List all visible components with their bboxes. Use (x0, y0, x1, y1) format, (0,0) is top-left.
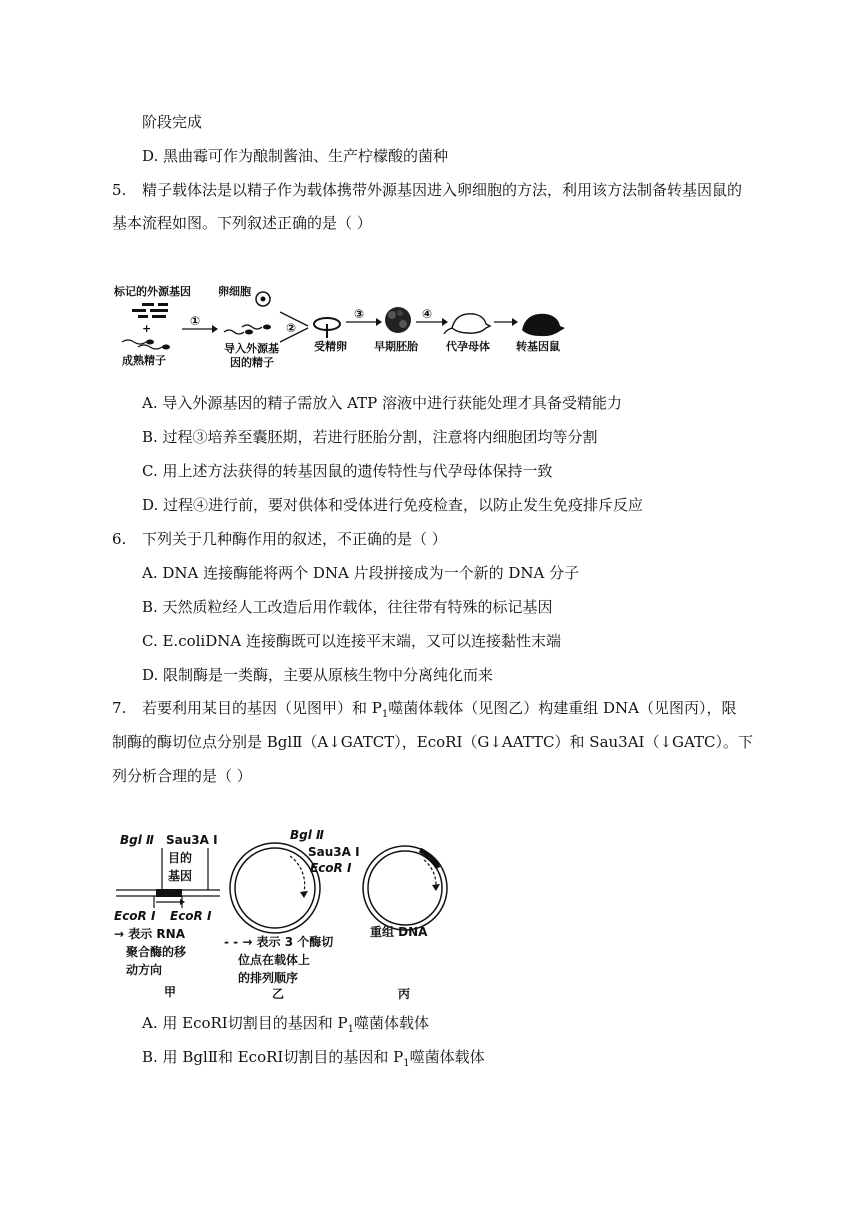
transgenic-mouse-flow-diagram (112, 282, 582, 370)
sau-label: Sau3A Ⅰ (166, 833, 218, 847)
surrogate-label: 代孕母体 (446, 340, 490, 353)
question-number: 5. (112, 181, 127, 199)
question-7-stem-end: 列分析合理的是（ ） (112, 767, 252, 785)
modified-sperm-icon (224, 325, 271, 335)
q5-option-b[interactable]: B. 过程③培养至囊胚期，若进行胚胎分割，注意将内细胞团均等分割 (142, 428, 598, 446)
egg-cell-icon (256, 292, 270, 306)
question-number: 6. (112, 530, 127, 548)
egg-label: 卵细胞 (218, 285, 251, 298)
gene-label: 标记的外源基因 (114, 285, 191, 298)
option-text: A. 用 EcoRⅠ切割目的基因和 P (142, 1014, 348, 1032)
gene-label-1: 目的 (168, 851, 193, 865)
question-5-stem-cont: 基本流程如图。下列叙述正确的是（ ） (112, 214, 372, 232)
transgenic-mouse-label: 转基因鼠 (516, 340, 560, 353)
step-3-label: ③ (354, 307, 365, 321)
gene-fragments-icon (132, 303, 168, 318)
ecor-left-label: EcoR Ⅰ (114, 909, 156, 923)
vector-sau-label: Sau3A Ⅰ (308, 845, 360, 859)
question-7 (112, 697, 737, 726)
surrogate-mouse-icon (444, 314, 490, 334)
q6-option-d[interactable]: D. 限制酶是一类酶，主要从原核生物中分离纯化而来 (142, 666, 494, 684)
subscript: 1 (381, 709, 389, 720)
note-b-2: 位点在载体上 (238, 953, 311, 967)
step-4-label: ④ (422, 307, 433, 321)
vector-plasmid-inner (235, 848, 315, 928)
q6-option-c[interactable]: C. E.coliDNA 连接酶既可以连接平末端，又可以连接黏性末端 (142, 632, 561, 650)
recombinant-label: 重组 DNA (370, 925, 428, 939)
vector-plasmid-outer (230, 843, 320, 933)
question-stem: 下列关于几种酶作用的叙述，不正确的是（ ） (142, 530, 447, 548)
plus-sign: + (142, 322, 152, 335)
q5-option-d[interactable]: D. 过程④进行前，要对供体和受体进行免疫检查，以防止发生免疫排斥反应 (142, 496, 644, 514)
note-a-1: → 表示 RNA (114, 927, 185, 941)
embryo-icon (385, 307, 411, 333)
bing-label: 丙 (398, 987, 411, 1000)
transgenic-mouse-icon (522, 314, 565, 336)
question-7-stem-cont: 制酶的酶切位点分别是 BglⅡ（A↓GATCT），EcoRⅠ（G↓AATTC）和 Sau3AⅠ（↓GATC）。下 (112, 733, 754, 751)
option-text: B. 用 BglⅡ和 EcoRⅠ切割目的基因和 P (142, 1048, 404, 1066)
zygote-icon (314, 318, 340, 338)
q6-option-a[interactable]: A. DNA 连接酶能将两个 DNA 片段拼接成为一个新的 DNA 分子 (142, 564, 580, 582)
jia-label: 甲 (164, 985, 177, 999)
step-2-label: ② (286, 321, 297, 335)
option-text: 噬菌体载体 (353, 1014, 429, 1032)
restriction-enzyme-diagram (112, 822, 452, 1000)
q5-option-c[interactable]: C. 用上述方法获得的转基因鼠的遗传特性与代孕母体保持一致 (142, 462, 553, 480)
continued-option-text: 阶段完成 (142, 113, 203, 131)
note-b-1: - - → 表示 3 个酶切 (224, 935, 334, 949)
step-1-label: ① (190, 314, 201, 328)
question-5 (112, 179, 742, 201)
arrow-5-icon (494, 318, 518, 326)
recombinant-inner (368, 851, 442, 925)
note-a-3: 动方向 (126, 963, 163, 977)
ecor-right-label: EcoR Ⅰ (170, 909, 212, 923)
question-stem-part1: 若要利用某目的基因（见图甲）和 P (142, 699, 382, 717)
sperm-label: 成熟精子 (122, 354, 166, 367)
vector-bgl-label: Bgl Ⅱ (290, 828, 324, 842)
question-number: 7. (112, 699, 127, 717)
question-6 (112, 528, 447, 550)
embryo-label: 早期胚胎 (374, 340, 418, 353)
modified-sperm-label-2: 因的精子 (230, 356, 274, 369)
q4-option-d[interactable]: D. 黑曲霉可作为酿制酱油、生产柠檬酸的菌种 (142, 147, 449, 165)
q5-option-a[interactable]: A. 导入外源基因的精子需放入 ATP 溶液中进行获能处理才具备受精能力 (142, 394, 623, 412)
subscript: 1 (403, 1058, 410, 1069)
site-order-arrow (290, 856, 305, 892)
q6-option-b[interactable]: B. 天然质粒经人工改造后用作载体，往往带有特殊的标记基因 (142, 598, 553, 616)
bgl-label: Bgl Ⅱ (120, 833, 154, 847)
q7-option-a[interactable] (142, 1012, 429, 1041)
sperm-icon (122, 340, 170, 350)
modified-sperm-label-1: 导入外源基 (224, 342, 279, 355)
gene-label-2: 基因 (168, 869, 193, 883)
subscript: 1 (347, 1024, 354, 1035)
note-a-2: 聚合酶的移 (126, 945, 187, 959)
note-b-3: 的排列顺序 (238, 971, 299, 985)
vector-ecor-label: EcoR Ⅰ (310, 861, 352, 875)
question-stem: 精子载体法是以精子作为载体携带外源基因进入卵细胞的方法，利用该方法制备转基因鼠的 (142, 181, 743, 199)
yi-label: 乙 (272, 987, 285, 1000)
option-text: 噬菌体载体 (409, 1048, 485, 1066)
zygote-label: 受精卵 (314, 340, 347, 353)
target-gene-segment (156, 889, 182, 897)
q7-option-b[interactable] (142, 1046, 485, 1075)
question-stem-part2: 噬菌体载体（见图乙）构建重组 DNA（见图丙），限 (388, 699, 737, 717)
